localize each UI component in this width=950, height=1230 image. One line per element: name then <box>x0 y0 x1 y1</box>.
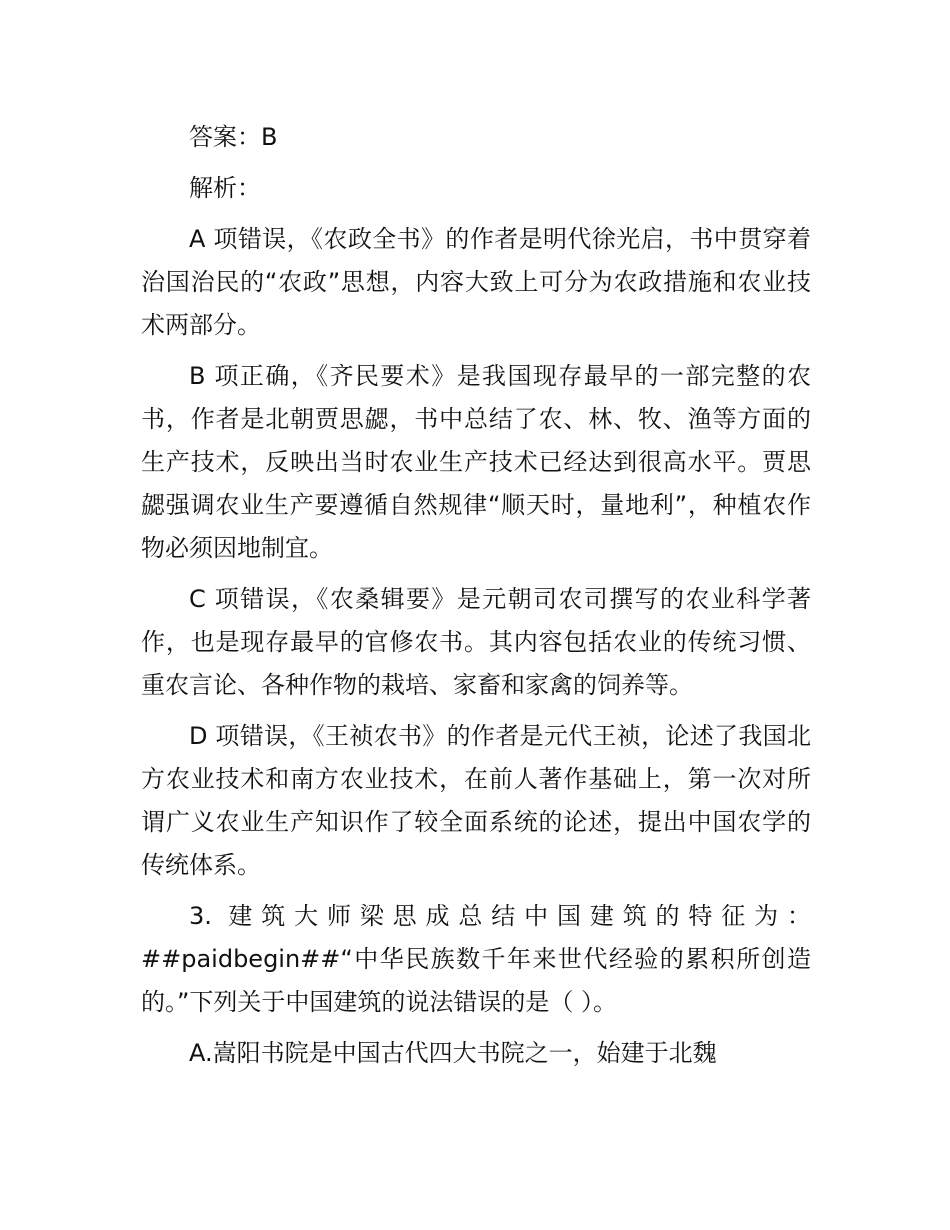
question-3 <box>141 895 811 1024</box>
question-3-option-a: A.嵩阳书院是中国古代四大书院之一，始建于北魏 <box>189 1039 717 1067</box>
document-page <box>141 116 811 1075</box>
question-3-stem-rest: ##paidbegin##“中华民族数千年来世代经验的累积所创造的。”下列关于中国建筑的说法错误的是（ ）。 <box>141 945 811 1016</box>
analysis-option-c: C 项错误，《农桑辑要》是元朝司农司撰写的农业科学著作，也是现存最早的官修农书。其内容包括农业的传统习惯、重农言论、各种作物的栽培、家畜和家禽的饲养等。 <box>141 585 811 699</box>
analysis-option-a: A 项错误，《农政全书》的作者是明代徐光启，书中贯穿着治国治民的“农政”思想，内容大致上可分为农政措施和农业技术两部分。 <box>141 225 811 339</box>
analysis-option-b: B 项正确，《齐民要术》是我国现存最早的一部完整的农书，作者是北朝贾思勰，书中总结了农、林、牧、渔等方面的生产技术，反映出当时农业生产技术已经达到很高水平。贾思勰强调农业生产要遵循自然规律“顺天时，量地利”，种植农作物必须因地制宜。 <box>141 362 811 562</box>
analysis-label: 解析： <box>189 174 261 202</box>
question-3-stem-line1: 3. 建筑大师梁思成总结中国建筑的特征为： <box>189 902 811 930</box>
analysis-option-d: D 项错误，《王祯农书》的作者是元代王祯，论述了我国北方农业技术和南方农业技术，在前人著作基础上，第一次对所谓广义农业生产知识作了较全面系统的论述，提出中国农学的传统体系。 <box>141 722 811 879</box>
answer-label: 答案：B <box>189 123 278 151</box>
